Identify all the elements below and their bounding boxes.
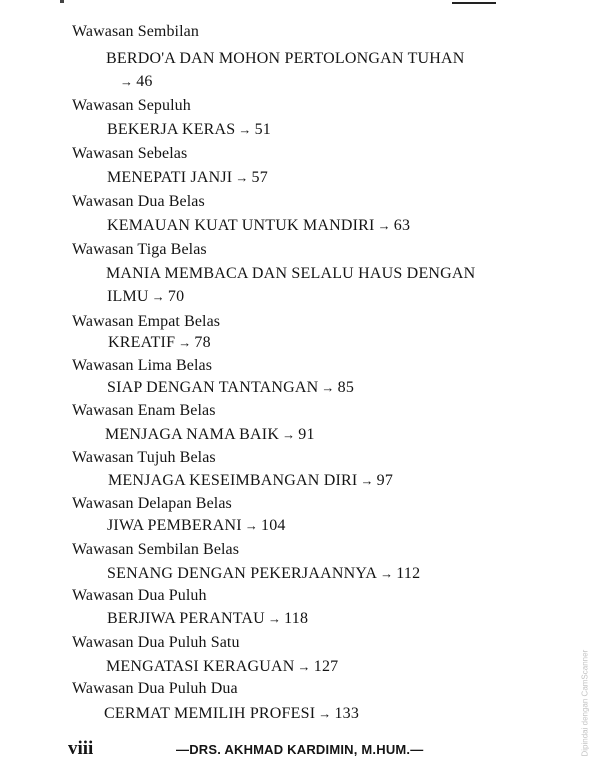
chapter-title-line bbox=[107, 168, 268, 188]
page-reference[interactable]: 70 bbox=[167, 288, 185, 305]
right-arrow-icon: → bbox=[282, 427, 296, 442]
chapter-heading: Wawasan Enam Belas bbox=[72, 402, 216, 419]
right-arrow-icon: → bbox=[267, 611, 282, 626]
page-reference[interactable]: 85 bbox=[337, 379, 355, 396]
page-reference[interactable]: 57 bbox=[251, 169, 268, 186]
chapter-title-text: MENJAGA NAMA BAIK bbox=[105, 426, 280, 443]
chapter-title-line bbox=[107, 378, 354, 398]
chapter-heading: Wawasan Tujuh Belas bbox=[72, 449, 216, 466]
page-reference[interactable]: 78 bbox=[194, 334, 211, 351]
chapter-title-line bbox=[105, 425, 315, 445]
right-arrow-icon: → bbox=[377, 218, 391, 233]
page-reference[interactable]: 104 bbox=[261, 517, 286, 534]
chapter-heading: Wawasan Dua Puluh Satu bbox=[72, 634, 240, 651]
chapter-title-text: KEMAUAN KUAT UNTUK MANDIRI bbox=[107, 217, 375, 234]
page-reference[interactable]: 97 bbox=[376, 472, 394, 489]
chapter-title-text: MENJAGA KESEIMBANGAN DIRI bbox=[108, 472, 358, 489]
chapter-title-line bbox=[107, 287, 184, 307]
page-reference[interactable]: 112 bbox=[396, 565, 421, 582]
watermark-text: Dipindai dengan CamScanner bbox=[580, 649, 590, 757]
chapter-title-text: BERJIWA PERANTAU bbox=[107, 610, 265, 627]
chapter-title-line bbox=[117, 72, 153, 92]
chapter-title-line bbox=[107, 216, 410, 236]
page-footer bbox=[0, 734, 600, 764]
chapter-title-text: SENANG DENGAN PEKERJAANNYA bbox=[107, 565, 378, 582]
chapter-title-line bbox=[106, 264, 475, 284]
chapter-title-text: MENEPATI JANJI bbox=[107, 169, 233, 186]
right-arrow-icon: → bbox=[318, 706, 332, 721]
chapter-title-line bbox=[104, 704, 359, 724]
right-arrow-icon: → bbox=[120, 74, 134, 89]
chapter-title-line bbox=[107, 564, 420, 584]
chapter-heading: Wawasan Dua Puluh bbox=[72, 587, 207, 604]
chapter-heading: Wawasan Empat Belas bbox=[72, 313, 221, 330]
page-reference[interactable]: 63 bbox=[393, 217, 411, 234]
chapter-heading: Wawasan Delapan Belas bbox=[72, 495, 232, 512]
chapter-title-text: BERDO'A DAN MOHON PERTOLONGAN TUHAN bbox=[106, 50, 465, 67]
page-reference[interactable]: 133 bbox=[334, 705, 360, 722]
chapter-title-line bbox=[107, 120, 271, 140]
chapter-title-line bbox=[107, 516, 286, 536]
page-number: viii bbox=[68, 738, 94, 759]
right-arrow-icon: → bbox=[244, 518, 259, 533]
right-arrow-icon: → bbox=[178, 335, 192, 350]
chapter-heading: Wawasan Sembilan Belas bbox=[72, 541, 240, 558]
chapter-title-line bbox=[106, 49, 465, 69]
chapter-title-line bbox=[106, 657, 338, 677]
chapter-heading: Wawasan Sembilan bbox=[72, 23, 199, 40]
right-arrow-icon: → bbox=[360, 473, 374, 488]
right-arrow-icon: → bbox=[235, 170, 249, 185]
chapter-title-text: KREATIF bbox=[108, 334, 176, 351]
chapter-title-text: CERMAT MEMILIH PROFESI bbox=[104, 705, 316, 722]
page-reference[interactable]: 46 bbox=[136, 73, 153, 90]
right-arrow-icon: → bbox=[151, 289, 165, 304]
chapter-title-text: SIAP DENGAN TANTANGAN bbox=[107, 379, 319, 396]
chapter-heading: Wawasan Sepuluh bbox=[72, 97, 191, 114]
chapter-heading: Wawasan Sebelas bbox=[72, 145, 188, 162]
right-arrow-icon: → bbox=[238, 122, 252, 137]
page-reference[interactable]: 127 bbox=[313, 658, 339, 675]
chapter-title-line bbox=[108, 471, 393, 491]
chapter-title-text: MENGATASI KERAGUAN bbox=[106, 658, 295, 675]
right-arrow-icon: → bbox=[380, 566, 394, 581]
page-reference[interactable]: 118 bbox=[284, 610, 309, 627]
page-reference[interactable]: 51 bbox=[254, 121, 272, 138]
chapter-title-text: MANIA MEMBACA DAN SELALU HAUS DENGAN bbox=[106, 265, 476, 282]
chapter-heading: Wawasan Dua Belas bbox=[72, 193, 205, 210]
chapter-heading: Wawasan Dua Puluh Dua bbox=[72, 680, 238, 697]
chapter-heading: Wawasan Tiga Belas bbox=[72, 241, 207, 258]
right-arrow-icon: → bbox=[321, 380, 335, 395]
chapter-title-text: ILMU bbox=[107, 288, 149, 305]
chapter-title-text: JIWA PEMBERANI bbox=[107, 517, 242, 534]
chapter-title-line bbox=[108, 333, 211, 353]
chapter-title-line bbox=[107, 609, 308, 629]
right-arrow-icon: → bbox=[297, 659, 311, 674]
chapter-heading: Wawasan Lima Belas bbox=[72, 357, 213, 374]
chapter-title-text: BEKERJA KERAS bbox=[107, 121, 236, 138]
page-reference[interactable]: 91 bbox=[298, 426, 315, 443]
running-footer-author: —DRS. AKHMAD KARDIMIN, M.HUM.— bbox=[176, 742, 424, 757]
scanner-watermark bbox=[577, 640, 591, 760]
